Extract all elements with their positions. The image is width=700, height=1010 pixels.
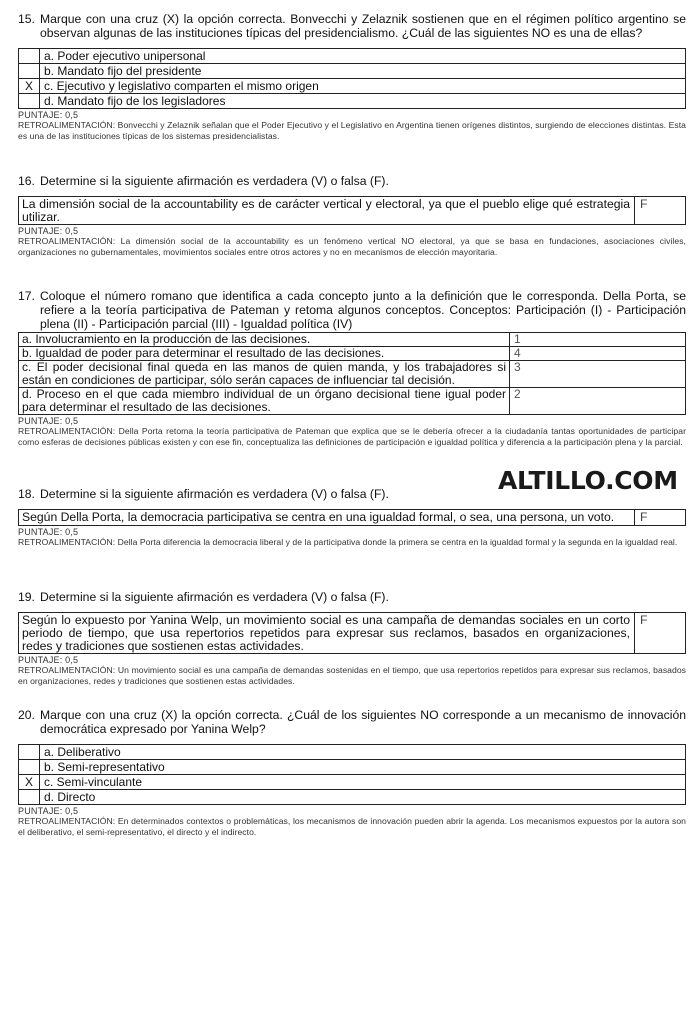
definition-text: c. El poder decisional final queda en las manos de quien manda, y los trabajadores si están en condiciones de participar, sólo serán capaces de influenciar tal decisión. (19, 361, 510, 388)
option-row (19, 94, 686, 109)
feedback-text: RETROALIMENTACIÓN: Un movimiento social es una campaña de demandas sostenidas en el tiempo, que usa repertorios repetidos para expresar sus reclamos, basados en organizaciones, redes y tradiciones que sostienen estas actividades. (18, 665, 686, 686)
question-text: Coloque el número romano que identifica a cada concepto junto a la definición que le corresponda. Della Porta, se refiere a la teoría participativa de Pateman y retoma algunos conceptos. Conceptos: Participación (I) - Participación plena (II) - Participación parcial (III) - Igualdad política (IV) (40, 289, 686, 331)
statement-text: Según lo expuesto por Yanina Welp, un movimiento social es una campaña de demandas sociales en un corto periodo de tiempo, que usa repertorios repetidos para expresar sus reclamos, basados en organizaciones, redes y tradiciones que sostienen estas actividades. (22, 613, 630, 653)
question-20 (18, 708, 686, 838)
options-table (18, 48, 686, 109)
question-text: Marque con una cruz (X) la opción correcta. ¿Cuál de los siguientes NO corresponde a un mecanismo de innovación democrática expresado por Yanina Welp? (40, 708, 686, 736)
answer-cell: F (634, 613, 685, 653)
option-row (19, 745, 686, 760)
option-mark: X (19, 79, 40, 94)
question-19 (18, 590, 686, 687)
option-text: c. Ejecutivo y legislativo comparten el mismo origen (40, 79, 686, 94)
matching-row (19, 361, 686, 388)
score-label: PUNTAJE: 0,5 (18, 527, 79, 537)
option-text: d. Directo (40, 790, 686, 805)
question-18 (18, 487, 686, 548)
score-label: PUNTAJE: 0,5 (18, 655, 79, 665)
option-row (19, 49, 686, 64)
question-number: 18. (18, 487, 35, 501)
option-text: b. Mandato fijo del presidente (40, 64, 686, 79)
feedback-text: RETROALIMENTACIÓN: En determinados contextos o problemáticas, los mecanismos de innovación pueden abrir la agenda. Los mecanismos expuestos por la autora son el deliberativo, el semi-representativo, el directo y el indirecto. (18, 816, 686, 837)
option-row (19, 760, 686, 775)
question-text: Determine si la siguiente afirmación es verdadera (V) o falsa (F). (40, 174, 389, 188)
option-row (19, 775, 686, 790)
option-mark (19, 760, 40, 775)
option-mark (19, 49, 40, 64)
question-16 (18, 174, 686, 258)
option-text: b. Semi-representativo (40, 760, 686, 775)
option-row (19, 64, 686, 79)
option-text: a. Deliberativo (40, 745, 686, 760)
feedback-text: RETROALIMENTACIÓN: Della Porta retoma la teoría participativa de Pateman que explica que se le debería ofrecer a la ciudadanía tantas oportunidades de participar como esferas de decisiones públicas existen y con ese fin, conceptualiza las definiciones de participación e igualdad política y diferencia a la participación plena y la parcial. (18, 426, 686, 447)
roman-answer: 4 (510, 347, 686, 361)
matching-row (19, 347, 686, 361)
score-label: PUNTAJE: 0,5 (18, 416, 79, 426)
option-text: c. Semi-vinculante (40, 775, 686, 790)
answer-cell: F (634, 197, 685, 224)
true-false-box (18, 509, 686, 526)
options-table (18, 744, 686, 805)
question-prompt (18, 590, 686, 604)
altillo-watermark-logo: ALTILLO.COM (498, 466, 678, 495)
question-text: Determine si la siguiente afirmación es verdadera (V) o falsa (F). (40, 487, 389, 501)
option-mark (19, 790, 40, 805)
feedback-text: RETROALIMENTACIÓN: La dimensión social de la accountability es un fenómeno vertical NO electoral, ya que se basa en fundaciones, asociaciones civiles, organizaciones no gubernamentales, movimientos sociales entre otros actores y no en mecanismos de elección mayoritaria. (18, 236, 686, 257)
option-text: d. Mandato fijo de los legisladores (40, 94, 686, 109)
option-row (19, 790, 686, 805)
definition-text: a. Involucramiento en la producción de las decisiones. (19, 333, 510, 347)
score-label: PUNTAJE: 0,5 (18, 110, 79, 120)
score-label: PUNTAJE: 0,5 (18, 806, 79, 816)
question-prompt (18, 174, 686, 188)
question-prompt (18, 487, 686, 501)
statement-text: La dimensión social de la accountability es de carácter vertical y electoral, ya que el pueblo elige qué estrategia utilizar. (22, 197, 630, 224)
definition-text: b. Igualdad de poder para determinar el resultado de las decisiones. (19, 347, 510, 361)
roman-answer: 1 (510, 333, 686, 347)
question-number: 17. (18, 289, 35, 303)
true-false-box (18, 196, 686, 225)
option-mark (19, 745, 40, 760)
question-prompt (18, 12, 686, 40)
matching-row (19, 333, 686, 347)
feedback-text: RETROALIMENTACIÓN: Della Porta diferencia la democracia liberal y de la participativa donde la primera se centra en la igualdad formal y la segunda en la igualdad real. (18, 537, 678, 547)
question-text: Determine si la siguiente afirmación es verdadera (V) o falsa (F). (40, 590, 389, 604)
question-number: 19. (18, 590, 35, 604)
question-text: Marque con una cruz (X) la opción correcta. Bonvecchi y Zelaznik sostienen que en el régimen político argentino se observan algunas de las instituciones típicas del presidencialismo. ¿Cuál de las siguientes NO es una de ellas? (40, 12, 686, 40)
question-number: 16. (18, 174, 35, 188)
matching-table (18, 332, 686, 415)
roman-answer: 3 (510, 361, 686, 388)
matching-row (19, 388, 686, 415)
question-prompt (18, 708, 686, 736)
option-mark (19, 94, 40, 109)
true-false-box (18, 612, 686, 654)
question-number: 15. (18, 12, 35, 26)
feedback-text: RETROALIMENTACIÓN: Bonvecchi y Zelaznik señalan que el Poder Ejecutivo y el Legislativo en Argentina tienen orígenes distintos, surgiendo de elecciones distintas. Esta es una de las instituciones típicas de los sistemas presidencialistas. (18, 120, 686, 141)
option-mark: X (19, 775, 40, 790)
option-text: a. Poder ejecutivo unipersonal (40, 49, 686, 64)
statement-text: Según Della Porta, la democracia participativa se centra en una igualdad formal, o sea, una persona, un voto. (22, 510, 615, 524)
question-15 (18, 12, 686, 142)
option-row (19, 79, 686, 94)
question-number: 20. (18, 708, 35, 722)
definition-text: d. Proceso en el que cada miembro individual de un órgano decisional tiene igual poder para determinar el resultado de las decisiones. (19, 388, 510, 415)
question-prompt (18, 289, 686, 331)
roman-answer: 2 (510, 388, 686, 415)
option-mark (19, 64, 40, 79)
question-17 (18, 289, 686, 448)
score-label: PUNTAJE: 0,5 (18, 226, 79, 236)
answer-cell: F (634, 510, 685, 525)
